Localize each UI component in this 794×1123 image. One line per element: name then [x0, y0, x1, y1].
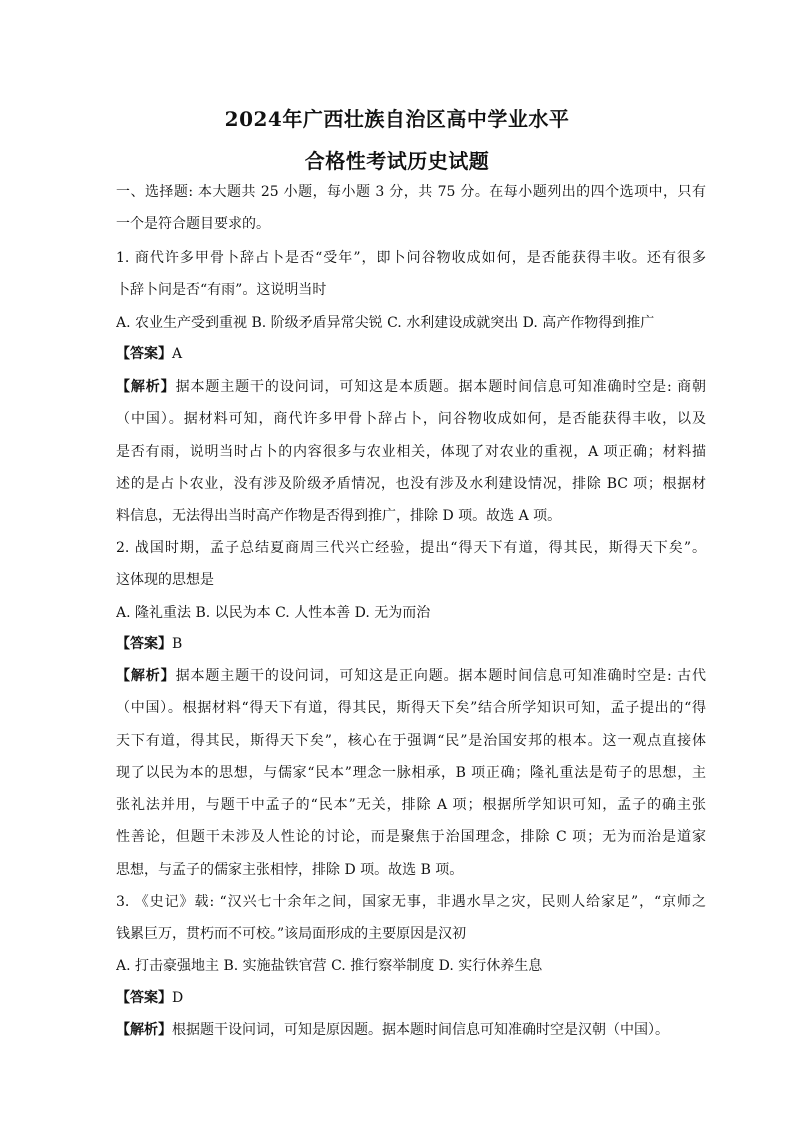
answer-value: B — [172, 636, 183, 652]
question-3-answer — [116, 988, 706, 1008]
question-2-analysis — [116, 666, 706, 686]
question-3-options: A. 打击豪强地主 B. 实施盐铁官营 C. 推行察举制度 D. 实行休养生息 — [116, 958, 543, 974]
question-2-analysis: 现了以民为本的思想，与儒家“民本”理念一脉相承，B 项正确；隆礼重法是荀子的思想，主 — [116, 765, 706, 781]
question-2-analysis: 思想，与孟子的儒家主张相悖，排除 D 项。故选 B 项。 — [116, 862, 464, 878]
question-1-analysis — [116, 377, 706, 397]
question-2-analysis: 天下有道，得其民，斯得天下矣”，核心在于强调“民”是治国安邦的根本。这一观点直接体 — [116, 733, 706, 749]
section-instructions: 一、选择题: 本大题共 25 小题，每小题 3 分，共 75 分。在每小题列出的四个选项中，只有 — [116, 184, 706, 200]
question-1-analysis: （中国）。据材料可知，商代许多甲骨卜辞占卜，问谷物收成如何，是否能获得丰收，以及 — [116, 411, 706, 427]
section-instructions: 一个是符合题目要求的。 — [116, 216, 270, 232]
answer-label: 【答案】 — [116, 636, 172, 652]
exam-title-line-2: 合格性考试历史试题 — [304, 149, 490, 173]
question-1-options: A. 农业生产受到重视 B. 阶级矛盾异常尖锐 C. 水利建设成就突出 D. 高产作物得到推广 — [116, 315, 655, 331]
question-2-stem: 这体现的思想是 — [116, 572, 214, 588]
question-2-analysis: （中国）。根据材料“得天下有道，得其民，斯得天下矣”结合所学知识可知，孟子提出的“得 — [116, 700, 706, 716]
question-1-analysis: 料信息，无法得出当时高产作物是否得到推广，排除 D 项。故选 A 项。 — [116, 508, 562, 524]
question-3-stem: 3. 《史记》载: “汉兴七十余年之间，国家无事，非遇水旱之灾，民则人给家足”，“京师之 — [116, 894, 706, 910]
question-1-analysis: 是否有雨，说明当时占卜的内容很多与农业相关，体现了对农业的重视，A 项正确；材料描 — [116, 444, 706, 460]
answer-value: D — [172, 990, 184, 1006]
question-1-stem: 卜辞卜问是否“有雨”。这说明当时 — [116, 282, 327, 298]
analysis-text: 根据题干设问词，可知是原因题。据本题时间信息可知准确时空是汉朝（中国）。 — [172, 1022, 669, 1038]
analysis-text: 据本题主题干的设问词，可知这是本质题。据本题时间信息可知准确时空是: 商朝 — [175, 379, 706, 395]
question-2-analysis: 性善论，但题干未涉及人性论的讨论，而是聚焦于治国理念，排除 C 项；无为而治是道家 — [116, 829, 706, 845]
question-2-stem: 2. 战国时期，孟子总结夏商周三代兴亡经验，提出“得天下有道，得其民，斯得天下矣”。 — [116, 540, 706, 556]
analysis-text: 据本题主题干的设问词，可知这是正向题。据本题时间信息可知准确时空是: 古代 — [175, 668, 706, 684]
question-1-stem: 1. 商代许多甲骨卜辞占卜是否“受年”，即卜问谷物收成如何，是否能获得丰收。还有很多 — [116, 250, 706, 266]
question-1-answer — [116, 344, 706, 364]
question-3-stem: 钱累巨万，贯朽而不可校。”该局面形成的主要原因是汉初 — [116, 926, 467, 942]
analysis-label: 【解析】 — [116, 1022, 172, 1038]
question-2-answer — [116, 634, 706, 654]
question-2-options: A. 隆礼重法 B. 以民为本 C. 人性本善 D. 无为而治 — [116, 605, 431, 621]
question-1-analysis: 述的是占卜农业，没有涉及阶级矛盾情况，也没有涉及水利建设情况，排除 BC 项；根据材 — [116, 476, 706, 492]
analysis-label: 【解析】 — [116, 379, 176, 395]
answer-label: 【答案】 — [116, 346, 172, 362]
exam-title-line-1: 2024年广西壮族自治区高中学业水平 — [224, 107, 570, 131]
analysis-label: 【解析】 — [116, 668, 176, 684]
answer-value: A — [172, 346, 183, 362]
question-2-analysis: 张礼法并用，与题干中孟子的“民本”无关，排除 A 项；根据所学知识可知，孟子的确主张 — [116, 797, 706, 813]
answer-label: 【答案】 — [116, 990, 172, 1006]
question-3-analysis — [116, 1020, 706, 1040]
